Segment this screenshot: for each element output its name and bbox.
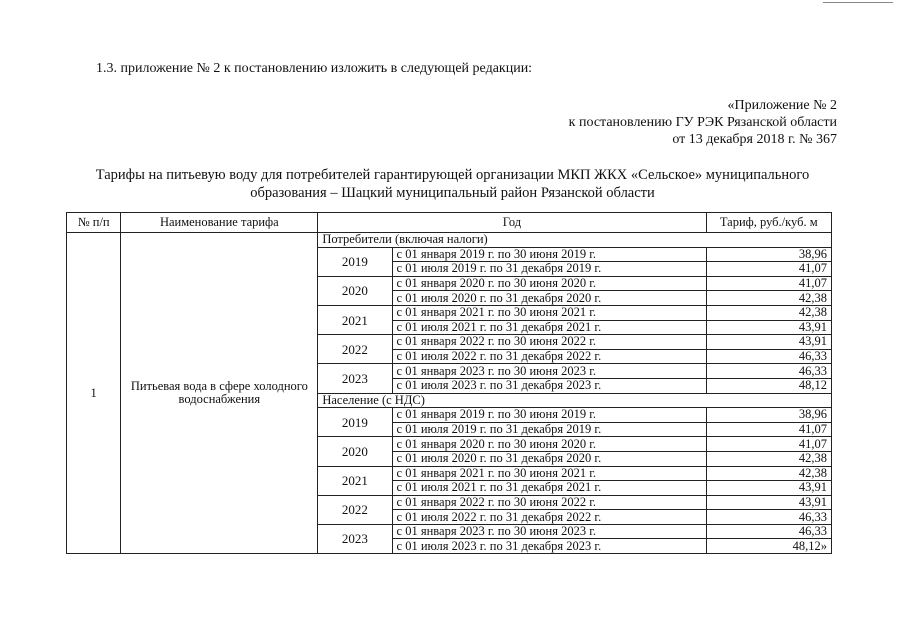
period-cell: с 01 июля 2021 г. по 31 декабря 2021 г. [392,320,706,335]
tariff-value-cell: 43,91 [706,335,832,350]
tariff-value-cell: 41,07 [706,422,832,437]
year-cell: 2023 [318,364,392,393]
period-cell: с 01 июля 2021 г. по 31 декабря 2021 г. [392,481,706,496]
year-cell: 2019 [318,247,392,276]
period-cell: с 01 июля 2020 г. по 31 декабря 2020 г. [392,291,706,306]
tariff-value-cell: 43,91 [706,495,832,510]
tariff-value-cell: 46,33 [706,510,832,525]
section-label: Потребители (включая налоги) [318,233,832,248]
section-label: Население (с НДС) [318,393,832,408]
period-cell: с 01 января 2020 г. по 30 июня 2020 г. [392,437,706,452]
tariff-value-cell: 46,33 [706,349,832,364]
period-cell: с 01 июля 2019 г. по 31 декабря 2019 г. [392,422,706,437]
tariff-value-cell: 48,12» [706,539,832,554]
row-number: 1 [67,233,121,554]
tariff-value-cell: 38,96 [706,247,832,262]
section-row [67,233,832,248]
tariff-table [66,212,832,554]
title-line-1: Тарифы на питьевую воду для потребителей гарантирующей организации МКП ЖКХ «Сельское» муниципального [95,167,810,183]
header-year: Год [318,213,706,233]
tariff-value-cell: 43,91 [706,320,832,335]
period-cell: с 01 января 2019 г. по 30 июня 2019 г. [392,247,706,262]
period-cell: с 01 июля 2022 г. по 31 декабря 2022 г. [392,510,706,525]
intro-paragraph: 1.3. приложение № 2 к постановлению изложить в следующей редакции: [96,61,533,76]
year-cell: 2020 [318,276,392,305]
tariff-value-cell: 42,38 [706,291,832,306]
tariff-value-cell: 41,07 [706,276,832,291]
year-cell: 2022 [318,495,392,524]
period-cell: с 01 января 2022 г. по 30 июня 2022 г. [392,335,706,350]
tariff-value-cell: 42,38 [706,466,832,481]
period-cell: с 01 января 2021 г. по 30 июня 2021 г. [392,466,706,481]
tariff-value-cell: 42,38 [706,451,832,466]
period-cell: с 01 января 2023 г. по 30 июня 2023 г. [392,524,706,539]
tariff-name: Питьевая вода в сфере холодного водоснабжения [121,233,318,554]
tariff-value-cell: 42,38 [706,305,832,320]
year-cell: 2023 [318,524,392,553]
tariff-value-cell: 46,33 [706,524,832,539]
period-cell: с 01 января 2021 г. по 30 июня 2021 г. [392,305,706,320]
table-body [67,233,832,554]
period-cell: с 01 января 2020 г. по 30 июня 2020 г. [392,276,706,291]
tariff-value-cell: 43,91 [706,481,832,496]
year-cell: 2019 [318,408,392,437]
period-cell: с 01 января 2019 г. по 30 июня 2019 г. [392,408,706,423]
tariff-value-cell: 48,12 [706,378,832,393]
period-cell: с 01 июля 2022 г. по 31 декабря 2022 г. [392,349,706,364]
year-cell: 2021 [318,466,392,495]
period-cell: с 01 июля 2019 г. по 31 декабря 2019 г. [392,262,706,277]
period-cell: с 01 января 2022 г. по 30 июня 2022 г. [392,495,706,510]
period-cell: с 01 июля 2023 г. по 31 декабря 2023 г. [392,539,706,554]
page-edge-line [823,2,893,3]
year-cell: 2022 [318,335,392,364]
tariff-value-cell: 46,33 [706,364,832,379]
tariff-value-cell: 41,07 [706,262,832,277]
header-tariff-name: Наименование тарифа [121,213,318,233]
year-cell: 2021 [318,305,392,334]
period-cell: с 01 января 2023 г. по 30 июня 2023 г. [392,364,706,379]
appendix-line-1: «Приложение № 2 [727,98,837,113]
period-cell: с 01 июля 2020 г. по 31 декабря 2020 г. [392,451,706,466]
appendix-reference [569,97,837,148]
appendix-line-3: от 13 декабря 2018 г. № 367 [672,132,837,147]
year-cell: 2020 [318,437,392,466]
tariff-value-cell: 38,96 [706,408,832,423]
tariff-value-cell: 41,07 [706,437,832,452]
document-title [60,166,845,202]
header-tariff-value: Тариф, руб./куб. м [706,213,832,233]
header-number: № п/п [67,213,121,233]
appendix-line-2: к постановлению ГУ РЭК Рязанской области [568,115,837,130]
title-line-2: образования – Шацкий муниципальный район Рязанской области [250,185,655,201]
period-cell: с 01 июля 2023 г. по 31 декабря 2023 г. [392,378,706,393]
table-header-row [67,213,832,233]
